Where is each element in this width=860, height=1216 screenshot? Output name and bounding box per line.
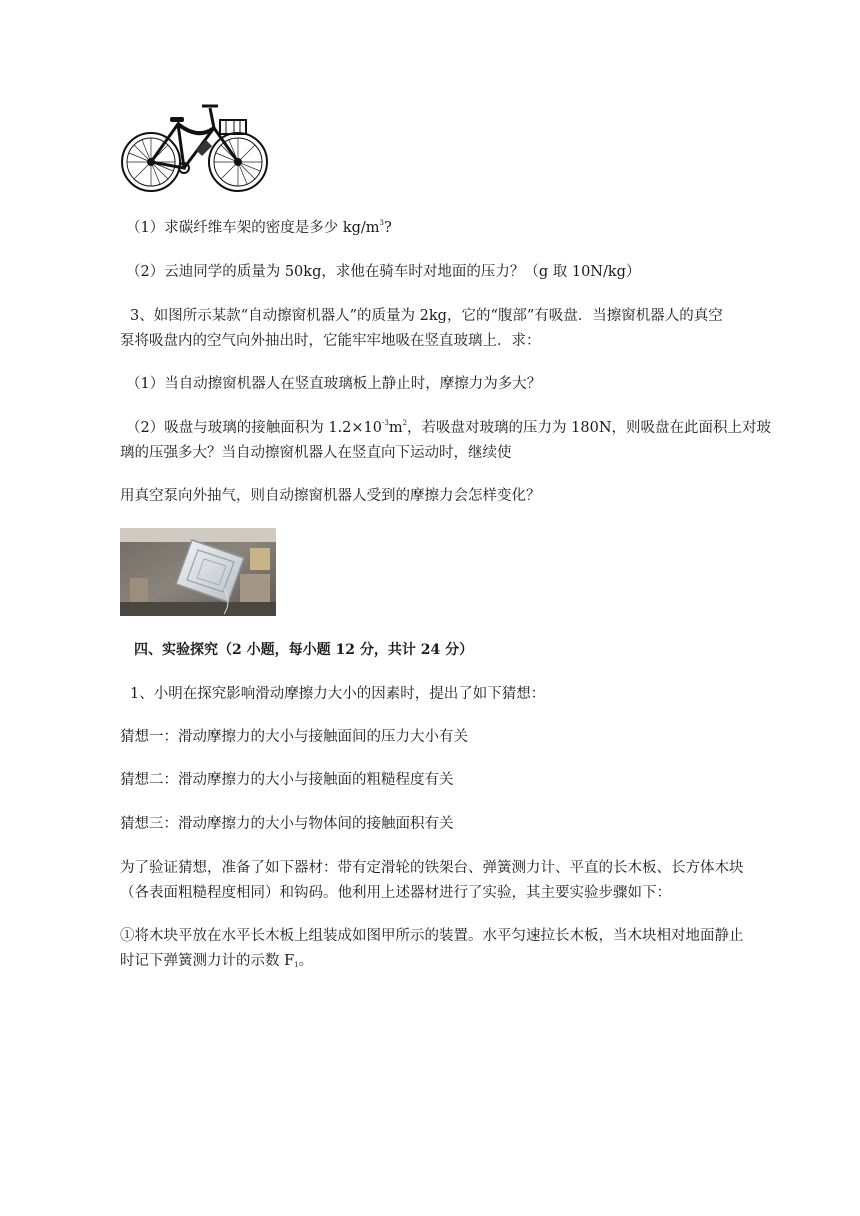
q3-part2-line1: （2）吸盘与玻璃的接触面积为 $1.2\times 10^{-3}m^2$，若吸盘对玻璃的压力为 180N，则吸盘在此面积上对玻 (126, 419, 772, 436)
q3-line1: 3、如图所示某款“自动擦窗机器人”的质量为 2kg，它的“腹部”有吸盘．当擦窗机器人的真空 (130, 308, 723, 324)
guess-2: 猜想二：滑动摩擦力的大小与接触面的粗糙程度有关 (120, 772, 454, 788)
section4-q1-intro: 1、小明在探究影响滑动摩擦力大小的因素时，提出了如下猜想： (130, 686, 546, 702)
q3-line2: 泵将吸盘内的空气向外抽出时，它能牢牢地吸在竖直玻璃上．求： (120, 333, 541, 349)
q2-part1: （1）求碳纤维车架的密度是多少 $kg/m^3$? (126, 219, 392, 236)
materials-line-2: （各表面粗糙程度相同）和钩码。他利用上述器材进行了实验，其主要实验步骤如下： (120, 885, 671, 901)
guess-1: 猜想一：滑动摩擦力的大小与接触面间的压力大小有关 (120, 729, 468, 745)
q3-part1: （1）当自动擦窗机器人在竖直玻璃板上静止时，摩擦力为多大？ (126, 376, 542, 392)
q2-part2: （2）云迪同学的质量为 50kg，求他在骑车时对地面的压力？（g 取 10N/kg） (126, 264, 641, 280)
step1-line-2: 时记下弹簧测力计的示数 $F_1$。 (120, 953, 314, 969)
materials-line-1: 为了验证猜想，准备了如下器材：带有定滑轮的铁架台、弹簧测力计、平直的长木板、长方体木块 (120, 860, 744, 876)
section4-heading: 四、实验探究（2 小题，每小题 12 分，共计 24 分） (134, 642, 474, 658)
q3-part2-line3: 用真空泵向外抽气，则自动擦窗机器人受到的摩擦力会怎样变化？ (120, 488, 541, 504)
window-robot-image (120, 528, 276, 616)
q3-part2-line2: 璃的压强多大？当自动擦窗机器人在竖直向下运动时，继续使 (120, 445, 512, 461)
guess-3: 猜想三：滑动摩擦力的大小与物体间的接触面积有关 (120, 816, 454, 832)
bicycle-image (118, 100, 270, 200)
step1-line-1: ①将木块平放在水平长木板上组装成如图甲所示的装置。水平匀速拉长木板，当木块相对地面静止 (120, 928, 744, 944)
